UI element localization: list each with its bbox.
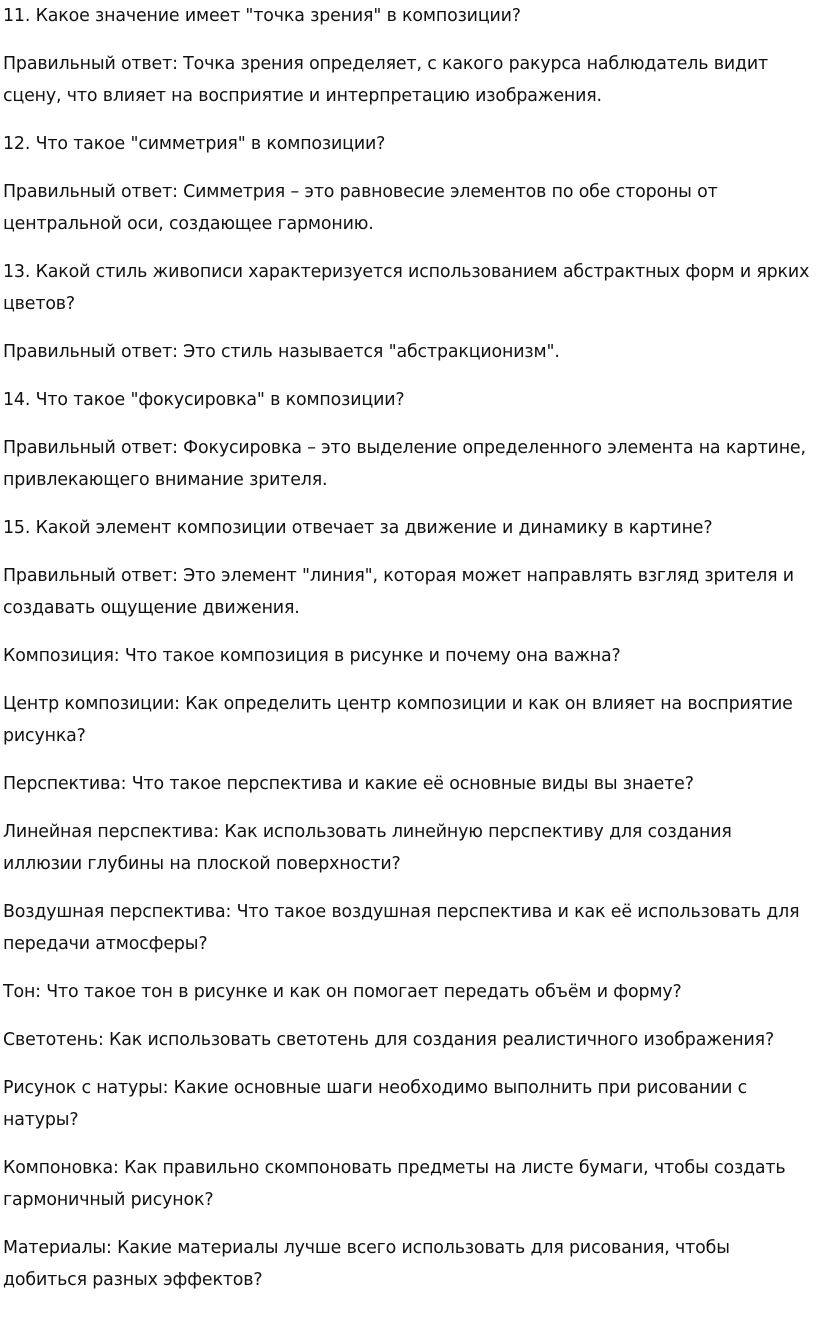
document-body (3, 0, 813, 1296)
topic-chiaroscuro: Светотень: Как использовать светотень для создания реалистичного изображения? (3, 1030, 775, 1050)
answer-15: Правильный ответ: Это элемент "линия", которая может направлять взгляд зрителя и создавать ощущение движения. (3, 566, 794, 618)
topic-linear-perspective: Линейная перспектива: Как использовать линейную перспективу для создания иллюзии глубины на плоской поверхности? (3, 822, 732, 874)
topic-aerial-perspective: Воздушная перспектива: Что такое воздушная перспектива и как её использовать для передачи атмосферы? (3, 902, 800, 954)
answer-12: Правильный ответ: Симметрия – это равновесие элементов по обе стороны от центральной оси, создающее гармонию. (3, 182, 718, 234)
topic-materials: Материалы: Какие материалы лучше всего использовать для рисования, чтобы добиться разных эффектов? (3, 1238, 730, 1290)
question-11: 11. Какое значение имеет "точка зрения" в композиции? (3, 6, 521, 26)
question-15: 15. Какой элемент композиции отвечает за движение и динамику в картине? (3, 518, 713, 538)
answer-13: Правильный ответ: Это стиль называется "абстракционизм". (3, 342, 560, 362)
topic-arrangement: Компоновка: Как правильно скомпоновать предметы на листе бумаги, чтобы создать гармоничный рисунок? (3, 1158, 786, 1210)
answer-14: Правильный ответ: Фокусировка – это выделение определенного элемента на картине, привлекающего внимание зрителя. (3, 438, 806, 490)
topic-perspective: Перспектива: Что такое перспектива и какие её основные виды вы знаете? (3, 774, 694, 794)
question-12: 12. Что такое "симметрия" в композиции? (3, 134, 386, 154)
question-14: 14. Что такое "фокусировка" в композиции? (3, 390, 405, 410)
topic-composition-center: Центр композиции: Как определить центр композиции и как он влияет на восприятие рисунка? (3, 694, 793, 746)
topic-life-drawing: Рисунок с натуры: Какие основные шаги необходимо выполнить при рисовании с натуры? (3, 1078, 748, 1130)
topic-tone: Тон: Что такое тон в рисунке и как он помогает передать объём и форму? (3, 982, 682, 1002)
answer-11: Правильный ответ: Точка зрения определяет, с какого ракурса наблюдатель видит сцену, что влияет на восприятие и интерпретацию изображения. (3, 54, 769, 106)
topic-composition: Композиция: Что такое композиция в рисунке и почему она важна? (3, 646, 621, 666)
question-13: 13. Какой стиль живописи характеризуется использованием абстрактных форм и ярких цветов? (3, 262, 810, 314)
